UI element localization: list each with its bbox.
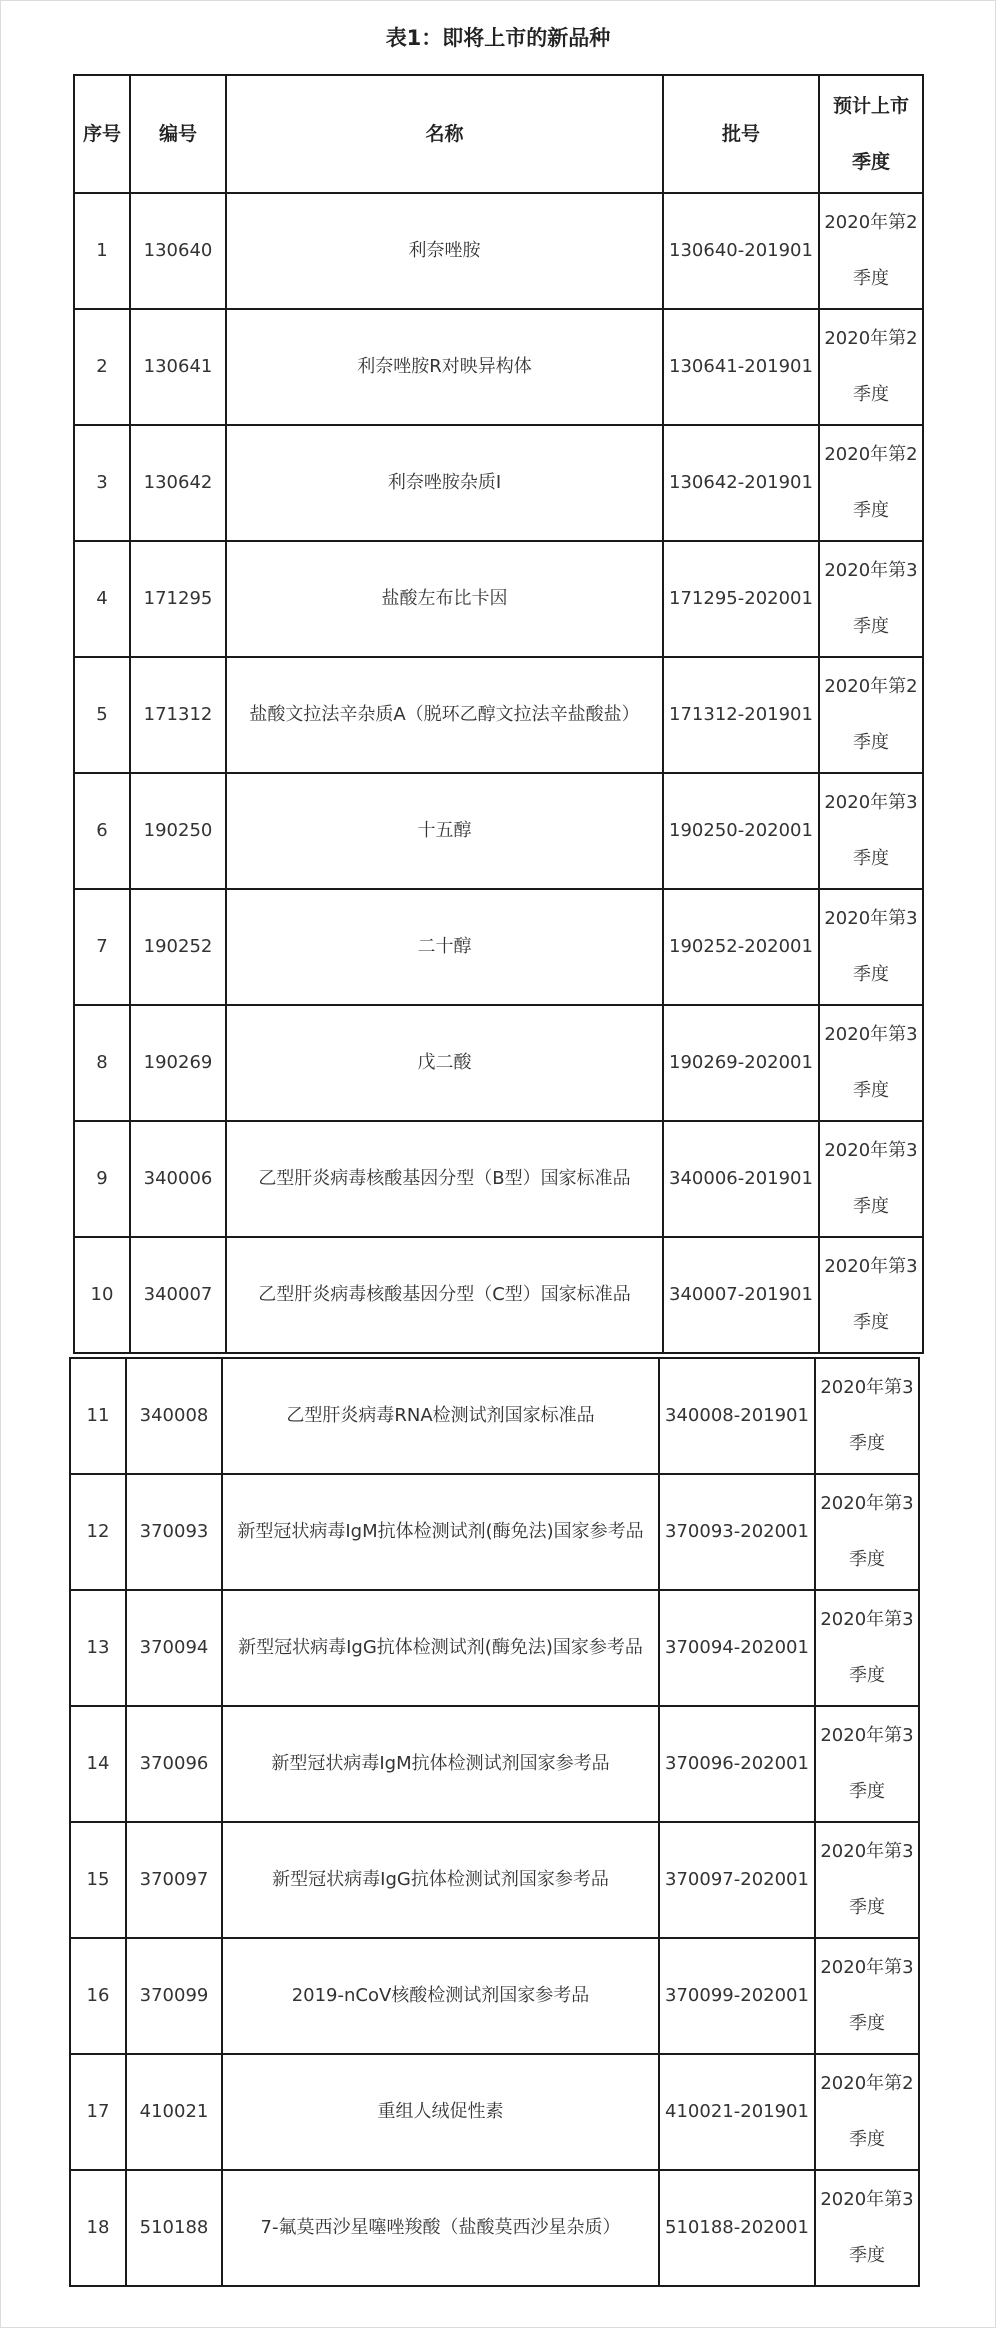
quarter-line1: 2020年第2 [824,676,918,697]
cell-batch: 510188-202001 [659,2170,815,2286]
quarter-line1: 2020年第3 [824,1024,918,1045]
quarter-line2: 季度 [853,384,889,405]
cell-batch: 370097-202001 [659,1822,815,1938]
table-row [74,193,923,309]
cell-code: 340006 [130,1121,226,1237]
cell-name: 新型冠状病毒IgM抗体检测试剂(酶免法)国家参考品 [222,1474,659,1590]
cell-code: 370096 [126,1706,222,1822]
quarter-line1: 2020年第3 [820,1841,914,1862]
cell-seq: 16 [70,1938,126,2054]
table1-body [74,75,923,1353]
cell-name: 新型冠状病毒IgG抗体检测试剂国家参考品 [222,1822,659,1938]
cell-quarter [819,889,923,1005]
cell-batch: 370094-202001 [659,1590,815,1706]
cell-name: 二十醇 [226,889,663,1005]
header-quarter-line2: 季度 [851,151,890,173]
quarter-line1: 2020年第2 [824,212,918,233]
cell-batch: 370099-202001 [659,1938,815,2054]
cell-code: 130641 [130,309,226,425]
cell-seq: 3 [74,425,130,541]
cell-quarter [815,2054,919,2170]
cell-batch: 130642-201901 [663,425,819,541]
cell-code: 370097 [126,1822,222,1938]
cell-name: 利奈唑胺R对映异构体 [226,309,663,425]
cell-quarter [819,541,923,657]
table-row [74,889,923,1005]
quarter-line1: 2020年第3 [824,1256,918,1277]
quarter-line1: 2020年第3 [820,1377,914,1398]
cell-quarter [819,193,923,309]
cell-seq: 2 [74,309,130,425]
quarter-line2: 季度 [849,1897,885,1918]
cell-name: 利奈唑胺 [226,193,663,309]
cell-seq: 5 [74,657,130,773]
cell-name: 新型冠状病毒IgG抗体检测试剂(酶免法)国家参考品 [222,1590,659,1706]
header-code: 编号 [130,75,226,193]
cell-batch: 190250-202001 [663,773,819,889]
cell-quarter [819,1237,923,1353]
cell-code: 171312 [130,657,226,773]
cell-quarter [815,1938,919,2054]
quarter-line1: 2020年第3 [824,792,918,813]
cell-quarter [819,773,923,889]
cell-batch: 130640-201901 [663,193,819,309]
cell-name: 新型冠状病毒IgM抗体检测试剂国家参考品 [222,1706,659,1822]
table-row [74,1005,923,1121]
quarter-line2: 季度 [853,1080,889,1101]
cell-batch: 171312-201901 [663,657,819,773]
table-row [74,657,923,773]
table-row [70,2054,919,2170]
cell-quarter [815,1358,919,1474]
cell-seq: 4 [74,541,130,657]
quarter-line1: 2020年第2 [820,2073,914,2094]
header-row [74,75,923,193]
cell-quarter [815,1590,919,1706]
cell-seq: 18 [70,2170,126,2286]
cell-code: 340007 [130,1237,226,1353]
table-row [70,1358,919,1474]
header-seq: 序号 [74,75,130,193]
quarter-line2: 季度 [849,2129,885,2150]
new-products-table-part1 [73,74,924,1354]
quarter-line2: 季度 [849,1781,885,1802]
cell-seq: 7 [74,889,130,1005]
cell-seq: 11 [70,1358,126,1474]
cell-name: 乙型肝炎病毒核酸基因分型（C型）国家标准品 [226,1237,663,1353]
header-batch: 批号 [663,75,819,193]
cell-code: 130640 [130,193,226,309]
cell-seq: 9 [74,1121,130,1237]
cell-name: 利奈唑胺杂质I [226,425,663,541]
cell-seq: 10 [74,1237,130,1353]
cell-seq: 15 [70,1822,126,1938]
cell-code: 410021 [126,2054,222,2170]
new-products-table-part2 [69,1357,920,2287]
table-row [70,1706,919,1822]
cell-batch: 190269-202001 [663,1005,819,1121]
header-name: 名称 [226,75,663,193]
quarter-line2: 季度 [853,268,889,289]
quarter-line1: 2020年第3 [824,1140,918,1161]
cell-quarter [819,657,923,773]
cell-batch: 410021-201901 [659,2054,815,2170]
cell-seq: 6 [74,773,130,889]
quarter-line2: 季度 [853,616,889,637]
cell-name: 乙型肝炎病毒RNA检测试剂国家标准品 [222,1358,659,1474]
quarter-line1: 2020年第3 [824,908,918,929]
quarter-line1: 2020年第3 [820,1609,914,1630]
quarter-line1: 2020年第2 [824,444,918,465]
table2-body [70,1358,919,2286]
cell-batch: 340008-201901 [659,1358,815,1474]
cell-code: 510188 [126,2170,222,2286]
quarter-line2: 季度 [849,2245,885,2266]
cell-code: 190250 [130,773,226,889]
table-row [70,1474,919,1590]
quarter-line2: 季度 [849,2013,885,2034]
cell-name: 戊二酸 [226,1005,663,1121]
cell-code: 370099 [126,1938,222,2054]
cell-quarter [819,309,923,425]
cell-batch: 370096-202001 [659,1706,815,1822]
cell-quarter [815,1706,919,1822]
table-row [74,773,923,889]
table-row [74,425,923,541]
table-row [74,541,923,657]
quarter-line2: 季度 [853,732,889,753]
cell-name: 乙型肝炎病毒核酸基因分型（B型）国家标准品 [226,1121,663,1237]
cell-batch: 190252-202001 [663,889,819,1005]
cell-quarter [819,1121,923,1237]
quarter-line2: 季度 [853,848,889,869]
cell-code: 340008 [126,1358,222,1474]
cell-quarter [819,425,923,541]
cell-seq: 1 [74,193,130,309]
table-title: 表1：即将上市的新品种 [385,26,611,50]
cell-name: 2019-nCoV核酸检测试剂国家参考品 [222,1938,659,2054]
table-row [70,1590,919,1706]
table-row [70,1938,919,2054]
quarter-line1: 2020年第3 [820,1725,914,1746]
quarter-line1: 2020年第2 [824,328,918,349]
cell-batch: 340007-201901 [663,1237,819,1353]
quarter-line1: 2020年第3 [820,1493,914,1514]
header-quarter-line1: 预计上市 [832,95,909,117]
cell-seq: 13 [70,1590,126,1706]
cell-batch: 370093-202001 [659,1474,815,1590]
quarter-line2: 季度 [853,1312,889,1333]
cell-code: 171295 [130,541,226,657]
quarter-line1: 2020年第3 [820,1957,914,1978]
quarter-line2: 季度 [853,964,889,985]
cell-name: 7-氟莫西沙星噻唑羧酸（盐酸莫西沙星杂质） [222,2170,659,2286]
quarter-line2: 季度 [849,1665,885,1686]
cell-name: 重组人绒促性素 [222,2054,659,2170]
cell-code: 370094 [126,1590,222,1706]
cell-quarter [819,1005,923,1121]
quarter-line1: 2020年第3 [824,560,918,581]
cell-quarter [815,1474,919,1590]
cell-quarter [815,1822,919,1938]
cell-code: 190252 [130,889,226,1005]
cell-code: 370093 [126,1474,222,1590]
header-quarter [819,75,923,193]
cell-batch: 340006-201901 [663,1121,819,1237]
table-row [70,2170,919,2286]
cell-code: 130642 [130,425,226,541]
table-row [74,309,923,425]
cell-quarter [815,2170,919,2286]
table-row [74,1121,923,1237]
cell-seq: 8 [74,1005,130,1121]
cell-seq: 17 [70,2054,126,2170]
cell-name: 盐酸左布比卡因 [226,541,663,657]
cell-seq: 14 [70,1706,126,1822]
table-row [74,1237,923,1353]
quarter-line1: 2020年第3 [820,2189,914,2210]
quarter-line2: 季度 [853,1196,889,1217]
cell-seq: 12 [70,1474,126,1590]
cell-code: 190269 [130,1005,226,1121]
quarter-line2: 季度 [853,500,889,521]
quarter-line2: 季度 [849,1549,885,1570]
quarter-line2: 季度 [849,1433,885,1454]
cell-batch: 171295-202001 [663,541,819,657]
cell-batch: 130641-201901 [663,309,819,425]
cell-name: 盐酸文拉法辛杂质A（脱环乙醇文拉法辛盐酸盐） [226,657,663,773]
table-row [70,1822,919,1938]
cell-name: 十五醇 [226,773,663,889]
